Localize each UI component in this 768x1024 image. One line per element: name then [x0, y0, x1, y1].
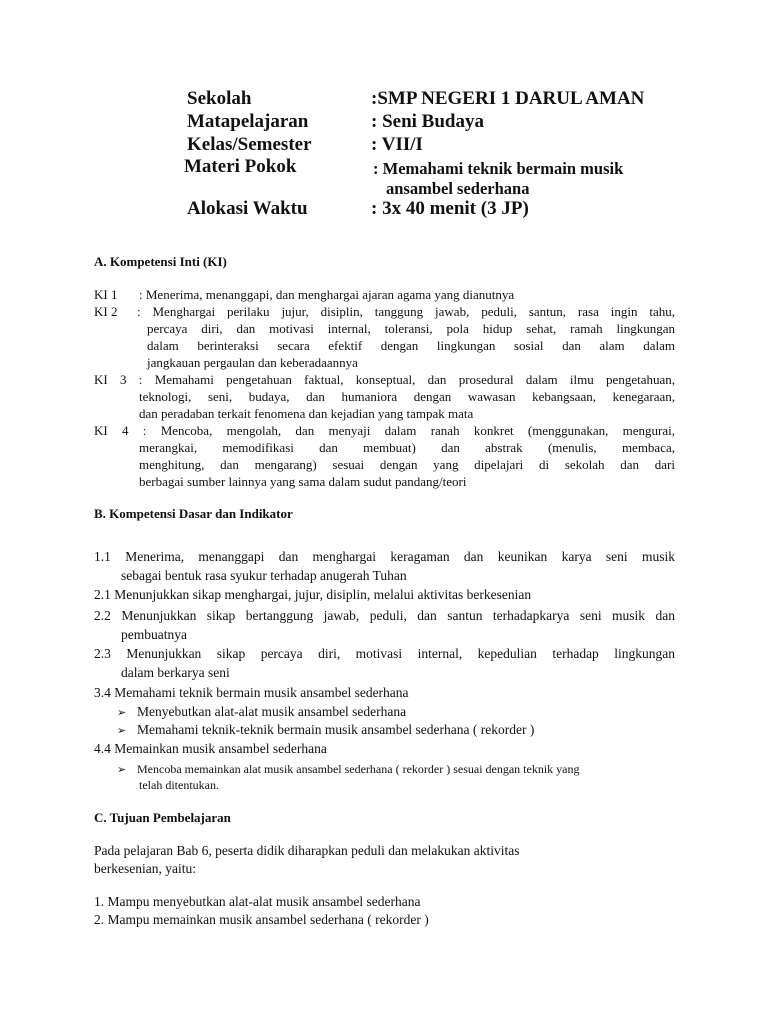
ki3-line1: KI 3 : Memahami pengetahuan faktual, konseptual, dan prosedural dalam ilmu pengetahuan,: [94, 372, 675, 387]
ki2-line2: percaya diri, dan motivasi internal, toleransi, pola hidup sehat, ramah lingkungan: [147, 321, 675, 336]
kd-2-3-line1: 2.3 Menunjukkan sikap percaya diri, motivasi internal, kepedulian terhadap lingkungan: [94, 646, 675, 661]
kd-1-1-line2: sebagai bentuk rasa syukur terhadap anugerah Tuhan: [121, 568, 407, 583]
sekolah-label: Sekolah: [187, 88, 252, 109]
tujuan-intro-line1: Pada pelajaran Bab 6, peserta didik diharapkan peduli dan melakukan aktivitas: [94, 843, 520, 858]
materi-value: : Memahami teknik bermain musik: [373, 159, 624, 178]
mapel-value: : Seni Budaya: [371, 111, 484, 132]
kd-4-4-bullet-1-cont: telah ditentukan.: [139, 778, 219, 792]
tujuan-item-2: 2. Mampu memainkan musik ansambel sederhana ( rekorder ): [94, 912, 429, 927]
kd-1-1-line1: 1.1 Menerima, menanggapi dan menghargai keragaman dan keunikan karya seni musik: [94, 549, 675, 564]
ki3-line3: dan peradaban terkait fenomena dan kejadian yang tampak mata: [139, 406, 474, 421]
ki1-text: : Menerima, menanggapi, dan menghargai ajaran agama yang dianutnya: [139, 287, 515, 302]
kd-3-4: 3.4 Memahami teknik bermain musik ansambel sederhana: [94, 685, 409, 700]
mapel-label: Matapelajaran: [187, 111, 309, 132]
kelas-label: Kelas/Semester: [187, 134, 312, 155]
kd-4-4: 4.4 Memainkan musik ansambel sederhana: [94, 741, 327, 756]
arrow-bullet-icon: ➢: [117, 764, 127, 776]
ki1-label: KI 1: [94, 287, 118, 302]
ki2-line3: dalam berinteraksi secara efektif dengan lingkungan sosial dan alam dalam: [147, 338, 675, 353]
kd-3-4-bullet-2: [117, 721, 534, 740]
kd-3-4-bullet-1-text: Menyebutkan alat-alat musik ansambel sederhana: [137, 704, 407, 719]
ki4-line3: menghitung, dan mengarang) sesuai dengan yang dipelajari di sekolah dan dari: [139, 457, 675, 472]
kd-4-4-bullet-1-text: Mencoba memainkan alat musik ansambel sederhana ( rekorder ) sesuai dengan teknik yang: [137, 762, 580, 776]
materi-value-2: ansambel sederhana: [386, 179, 530, 198]
ki3-line2: teknologi, seni, budaya, dan humaniora dengan wawasan kebangsaan, kenegaraan,: [139, 389, 675, 404]
arrow-bullet-icon: ➢: [117, 707, 127, 719]
section-c-title: C. Tujuan Pembelajaran: [94, 810, 231, 825]
ki2-label: KI 2: [94, 304, 118, 319]
tujuan-intro-line2: berkesenian, yaitu:: [94, 861, 196, 876]
tujuan-item-1: 1. Mampu menyebutkan alat-alat musik ansambel sederhana: [94, 894, 421, 909]
ki4-line2: merangkai, memodifikasi dan membuat) dan abstrak (menulis, membaca,: [139, 440, 675, 455]
kd-2-2-line1: 2.2 Menunjukkan sikap bertanggung jawab, peduli, dan santun terhadapkarya seni musik dan: [94, 608, 675, 623]
ki2-line4: jangkauan pergaulan dan keberadaannya: [147, 355, 358, 370]
kd-3-4-bullet-2-text: Memahami teknik-teknik bermain musik ansambel sederhana ( rekorder ): [137, 722, 535, 737]
ki4-line4: berbagai sumber lainnya yang sama dalam sudut pandang/teori: [139, 474, 467, 489]
kd-2-2-line2: pembuatnya: [121, 627, 187, 642]
ki2-line1: : Menghargai perilaku jujur, disiplin, tanggung jawab, peduli, santun, rasa ingin tahu,: [137, 304, 675, 319]
sekolah-value: :SMP NEGERI 1 DARUL AMAN: [371, 88, 645, 109]
alokasi-label: Alokasi Waktu: [187, 198, 308, 219]
section-b-title: B. Kompetensi Dasar dan Indikator: [94, 506, 293, 521]
kelas-value: : VII/I: [371, 134, 423, 155]
section-a-title: A. Kompetensi Inti (KI): [94, 254, 227, 269]
alokasi-value: : 3x 40 menit (3 JP): [371, 198, 529, 219]
arrow-bullet-icon: ➢: [117, 725, 127, 737]
materi-label: Materi Pokok: [184, 156, 297, 177]
ki4-line1: KI 4 : Mencoba, mengolah, dan menyaji dalam ranah konkret (menggunakan, mengurai,: [94, 423, 675, 438]
kd-2-1: 2.1 Menunjukkan sikap menghargai, jujur, disiplin, melalui aktivitas berkesenian: [94, 587, 532, 602]
kd-3-4-bullet-1: [117, 703, 406, 722]
kd-2-3-line2: dalam berkarya seni: [121, 665, 230, 680]
